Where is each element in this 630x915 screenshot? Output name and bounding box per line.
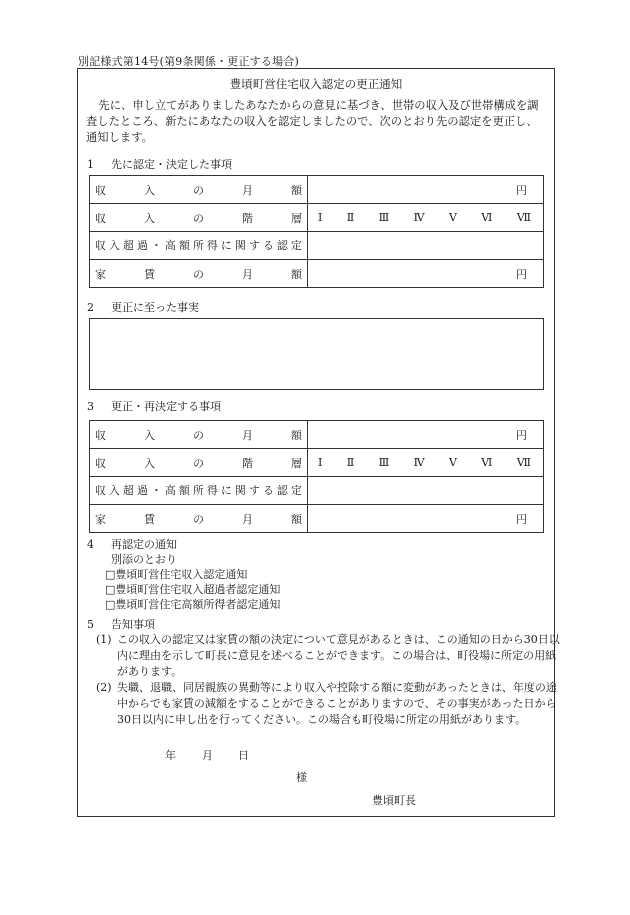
notice-item-1 (96, 632, 560, 680)
addressee-sama: 様 (296, 771, 307, 784)
previous-decision-table (89, 175, 544, 288)
label-char: 得 (207, 239, 218, 252)
label-char: ・ (151, 484, 162, 497)
label-char: 収 (95, 484, 106, 497)
section-title: 告知事項 (111, 618, 155, 631)
label-char: る (263, 484, 274, 497)
label-char: に (221, 484, 232, 497)
table-row (90, 449, 544, 477)
label-char: 賃 (144, 512, 155, 526)
label-income-monthly (90, 421, 308, 449)
label-char: 月 (242, 183, 253, 197)
grade-option[interactable]: Ⅴ (448, 211, 457, 224)
section-number: 3 (87, 400, 94, 413)
label-char: 階 (242, 456, 253, 470)
label-char: 所 (193, 484, 204, 497)
notice-item-2 (96, 680, 557, 728)
excess-cert-value[interactable] (308, 477, 544, 505)
label-char: の (193, 456, 204, 470)
label-char: の (193, 211, 204, 225)
label-char: 額 (179, 484, 190, 497)
label-char: 関 (235, 484, 246, 497)
grade-option[interactable]: Ⅱ (346, 456, 355, 469)
grade-option[interactable]: Ⅵ (481, 211, 493, 224)
label-rent-monthly (90, 260, 308, 288)
label-char: 額 (291, 183, 302, 197)
label-char: 月 (242, 512, 253, 526)
label-excess-cert (90, 232, 308, 260)
mayor-name: 豊頃町長 (372, 794, 416, 807)
date-day: 日 (238, 749, 249, 762)
label-char: に (221, 239, 232, 252)
reissue-separate: 別添のとおり (111, 553, 177, 566)
label-char: 超 (123, 239, 134, 252)
section-number: 4 (87, 538, 94, 551)
label-char: の (193, 512, 204, 526)
table-row (90, 421, 544, 449)
table-row (90, 505, 544, 533)
reissue-option-excess[interactable]: □豊頃町営住宅収入超過者認定通知 (105, 583, 281, 596)
label-char: す (249, 239, 260, 252)
label-char: 階 (242, 211, 253, 225)
section-title: 更正・再決定する事項 (111, 400, 221, 413)
label-char: 過 (137, 239, 148, 252)
grade-option[interactable]: Ⅵ (481, 456, 493, 469)
label-income-grade (90, 449, 308, 477)
correction-facts-box[interactable] (89, 318, 544, 390)
label-char: 月 (242, 267, 253, 281)
label-char: 収 (95, 456, 106, 470)
grade-option[interactable]: Ⅴ (448, 456, 457, 469)
section-title: 再認定の通知 (111, 538, 177, 551)
notice-title: 豊頃町営住宅収入認定の更正通知 (229, 77, 403, 91)
label-char: 層 (291, 456, 302, 470)
grade-option[interactable]: Ⅶ (516, 211, 531, 224)
notice-text: この収入の認定又は家賃の額の決定について意見があるときは、この通知の日から30日以内に理由を示して町長に意見を述べることができます。この場合は、町役場に所定の用紙があります。 (117, 633, 560, 678)
label-char: 入 (109, 239, 120, 252)
label-char: 層 (291, 211, 302, 225)
table-row (90, 477, 544, 505)
yen-unit: 円 (516, 512, 527, 526)
label-char: 超 (123, 484, 134, 497)
income-grade-options[interactable] (308, 204, 544, 232)
notice-number: (1) (96, 633, 112, 646)
income-grade-options[interactable] (308, 449, 544, 477)
label-char: 収 (95, 211, 106, 225)
date-year: 年 (165, 749, 176, 762)
reissue-option-high-income[interactable]: □豊頃町営住宅高額所得者認定通知 (105, 598, 281, 611)
label-char: 高 (165, 239, 176, 252)
grade-option[interactable]: Ⅲ (378, 211, 390, 224)
income-monthly-value[interactable] (308, 421, 544, 449)
label-char: 過 (137, 484, 148, 497)
label-char: 入 (144, 183, 155, 197)
label-char: す (249, 484, 260, 497)
label-char: 定 (291, 239, 302, 252)
label-char: 額 (291, 428, 302, 442)
label-char: 定 (291, 484, 302, 497)
yen-unit: 円 (516, 267, 527, 281)
grade-option[interactable]: Ⅱ (346, 211, 355, 224)
label-char: 家 (95, 512, 106, 526)
table-row (90, 232, 544, 260)
label-char: る (263, 239, 274, 252)
section-title: 更正に至った事実 (111, 301, 199, 314)
label-income-grade (90, 204, 308, 232)
income-monthly-value[interactable] (308, 176, 544, 204)
label-char: の (193, 267, 204, 281)
grade-option[interactable]: Ⅳ (413, 456, 425, 469)
label-char: 所 (193, 239, 204, 252)
redecision-table (89, 420, 544, 533)
notice-number: (2) (96, 681, 112, 694)
grade-option[interactable]: Ⅰ (318, 456, 323, 469)
section-1-heading (87, 156, 232, 172)
reissue-option-income[interactable]: □豊頃町営住宅収入認定通知 (105, 568, 248, 581)
section-number: 2 (87, 301, 94, 314)
label-char: 額 (179, 239, 190, 252)
section-5-heading (87, 616, 155, 632)
label-char: の (193, 183, 204, 197)
rent-monthly-value[interactable] (308, 505, 544, 533)
label-char: ・ (151, 239, 162, 252)
label-char: 入 (109, 484, 120, 497)
label-char: 収 (95, 183, 106, 197)
label-char: 額 (291, 267, 302, 281)
grade-option[interactable]: Ⅶ (516, 456, 531, 469)
label-rent-monthly (90, 505, 308, 533)
excess-cert-value[interactable] (308, 232, 544, 260)
notice-text: 失職、退職、同居親族の異動等により収入や控除する額に変動があったときは、年度の途中からでも家賃の減額をすることができることがありますので、その事実があった日から30日以内に申し出を行ってください。この場合も町役場に所定の用紙があります。 (117, 681, 557, 726)
label-char: 月 (242, 428, 253, 442)
date-month: 月 (202, 749, 213, 762)
yen-unit: 円 (516, 183, 527, 197)
label-char: 入 (144, 428, 155, 442)
grade-option[interactable]: Ⅳ (413, 211, 425, 224)
rent-monthly-value[interactable] (308, 260, 544, 288)
intro-paragraph: 先に、申し立てがありましたあなたからの意見に基づき、世帯の収入及び世帯構成を調査したところ、新たにあなたの収入を認定しましたので、次のとおり先の認定を更正し、通知します。 (86, 99, 539, 144)
section-title: 先に認定・決定した事項 (111, 158, 232, 171)
section-4-heading (87, 536, 177, 552)
section-3-heading (87, 398, 221, 414)
label-char: 得 (207, 484, 218, 497)
table-row (90, 176, 544, 204)
label-char: 収 (95, 428, 106, 442)
section-number: 1 (87, 158, 94, 171)
yen-unit: 円 (516, 428, 527, 442)
table-row (90, 204, 544, 232)
label-char: 高 (165, 484, 176, 497)
label-char: 額 (291, 512, 302, 526)
label-char: 認 (277, 239, 288, 252)
form-heading: 別記様式第14号(第9条関係・更正する場合) (78, 55, 299, 68)
label-income-monthly (90, 176, 308, 204)
label-char: 関 (235, 239, 246, 252)
section-2-heading (87, 299, 199, 315)
label-char: 家 (95, 267, 106, 281)
grade-option[interactable]: Ⅲ (378, 456, 390, 469)
label-char: 入 (144, 211, 155, 225)
label-excess-cert (90, 477, 308, 505)
label-char: 認 (277, 484, 288, 497)
label-char: 賃 (144, 267, 155, 281)
grade-option[interactable]: Ⅰ (318, 211, 323, 224)
section-number: 5 (87, 618, 94, 631)
label-char: 収 (95, 239, 106, 252)
label-char: の (193, 428, 204, 442)
table-row (90, 260, 544, 288)
label-char: 入 (144, 456, 155, 470)
